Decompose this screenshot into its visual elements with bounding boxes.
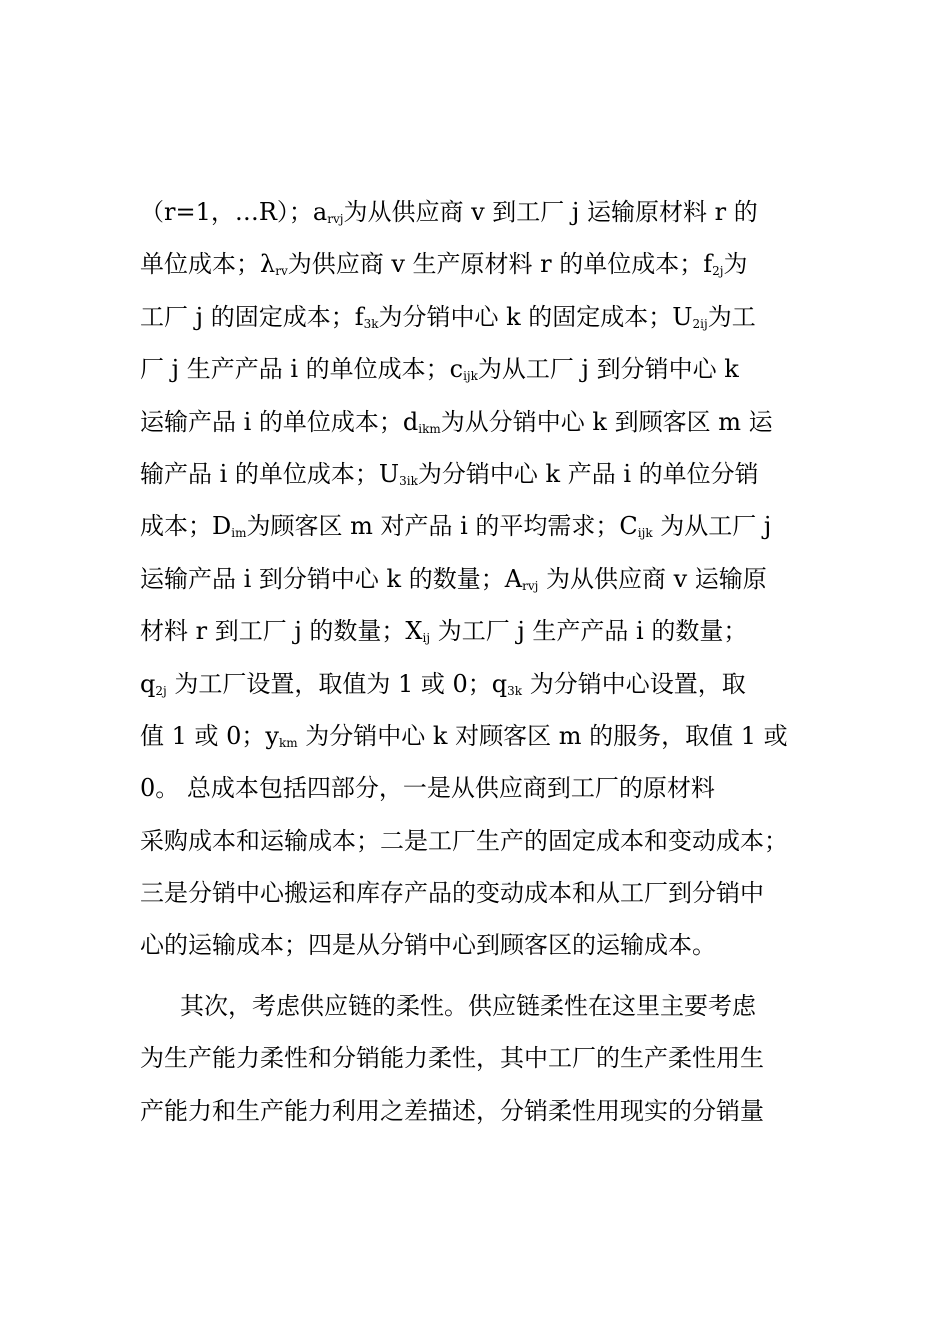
text-line: 厂 j 生产产品 i 的单位成本；$c_{ijk}$为从工厂 j 到分销中心 k bbox=[140, 355, 739, 384]
body-text bbox=[140, 186, 820, 1137]
text-line: 成本；$D_{im}$为顾客区 m 对产品 i 的平均需求；$C_{ijk}$ 为从工厂 j bbox=[140, 512, 772, 541]
paragraph-cost-definitions bbox=[140, 186, 820, 972]
text-line: 产能力和生产能力利用之差描述，分销柔性用现实的分销量 bbox=[140, 1096, 764, 1125]
text-line: 心的运输成本；四是从分销中心到顾客区的运输成本。 bbox=[140, 931, 716, 960]
text-line: 其次，考虑供应链的柔性。供应链柔性在这里主要考虑 bbox=[180, 991, 756, 1020]
text-line: $q_{2j}$ 为工厂设置，取值为 1 或 0；$q_{3k}$ 为分销中心设置，取 bbox=[140, 669, 746, 698]
text-line: 0。 总成本包括四部分，一是从供应商到工厂的原材料 bbox=[140, 774, 715, 803]
text-line: 为生产能力柔性和分销能力柔性，其中工厂的生产柔性用生 bbox=[140, 1044, 764, 1073]
text-line: 输产品 i 的单位成本；$U_{3ik}$为分销中心 k 产品 i 的单位分销 bbox=[140, 459, 759, 488]
text-line: 运输产品 i 到分销中心 k 的数量；$A_{rvj}$ 为从供应商 v 运输原 bbox=[140, 564, 767, 593]
text-line: 值 1 或 0；$y_{km}$ 为分销中心 k 对顾客区 m 的服务，取值 1 或 bbox=[140, 721, 788, 750]
text-line: 采购成本和运输成本；二是工厂生产的固定成本和变动成本； bbox=[140, 826, 788, 855]
paragraph-gap bbox=[140, 972, 820, 980]
text-line: （r=1，…R）；$a_{rvj}$为从供应商 v 到工厂 j 运输原材料 r 的 bbox=[140, 198, 758, 226]
text-line: 三是分销中心搬运和库存产品的变动成本和从工厂到分销中 bbox=[140, 879, 764, 908]
text-line: 运输产品 i 的单位成本；$d_{ikm}$为从分销中心 k 到顾客区 m 运 bbox=[140, 407, 773, 436]
text-line: 工厂 j 的固定成本；$f_{3k}$为分销中心 k 的固定成本；$U_{2ij}$为工 bbox=[140, 302, 756, 331]
text-line: 材料 r 到工厂 j 的数量；$X_{ij}$ 为工厂 j 生产产品 i 的数量； bbox=[140, 617, 748, 646]
paragraph-flexibility bbox=[140, 980, 820, 1137]
text-line: 单位成本；$\lambda_{rv}$为供应商 v 生产原材料 r 的单位成本；$f_{2j}$为 bbox=[140, 250, 748, 279]
